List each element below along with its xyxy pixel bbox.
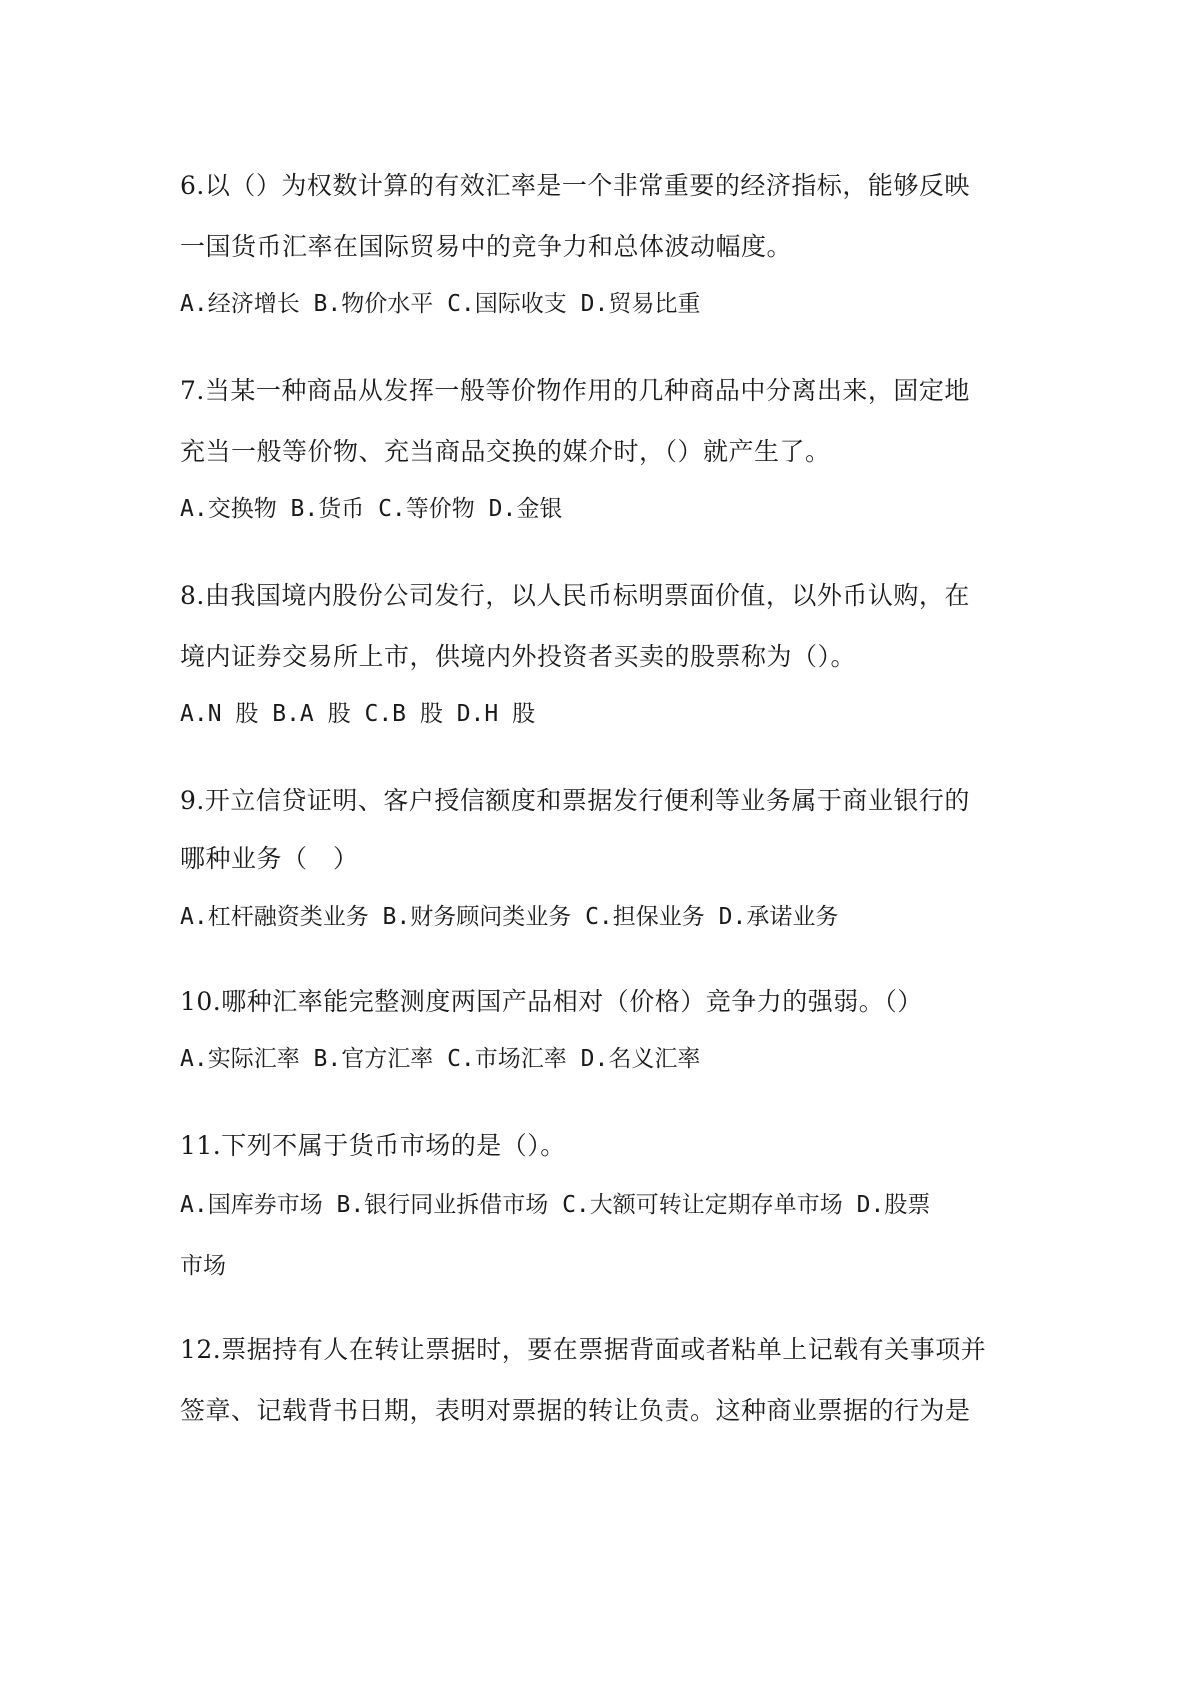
question-8-options: A.N 股 B.A 股 C.B 股 D.H 股 <box>180 701 536 727</box>
question-8-line-1: 8.由我国境内股份公司发行，以人民币标明票面价值，以外币认购，在 <box>180 581 970 610</box>
question-6-options: A.经济增长 B.物价水平 C.国际收支 D.贸易比重 <box>180 291 701 317</box>
question-6-line-2: 一国货币汇率在国际贸易中的竞争力和总体波动幅度。 <box>180 232 793 261</box>
question-11-line-1: 11.下列不属于货币市场的是（）。 <box>180 1131 566 1160</box>
question-12-line-1: 12.票据持有人在转让票据时，要在票据背面或者粘单上记载有关事项并 <box>180 1335 987 1364</box>
question-11-options-line-1: A.国库券市场 B.银行同业拆借市场 C.大额可转让定期存单市场 D.股票 <box>180 1192 931 1218</box>
question-6-line-1: 6.以（）为权数计算的有效汇率是一个非常重要的经济指标，能够反映 <box>180 171 970 200</box>
question-8-line-2: 境内证券交易所上市，供境内外投资者买卖的股票称为（）。 <box>180 642 857 671</box>
question-9-line-1: 9.开立信贷证明、客户授信额度和票据发行便利等业务属于商业银行的 <box>180 786 970 815</box>
question-12-line-2: 签章、记载背书日期，表明对票据的转让负责。这种商业票据的行为是 <box>180 1396 971 1425</box>
question-7-line-1: 7.当某一种商品从发挥一般等价物作用的几种商品中分离出来，固定地 <box>180 376 970 405</box>
question-9-options: A.杠杆融资类业务 B.财务顾问类业务 C.担保业务 D.承诺业务 <box>180 904 839 930</box>
question-7-line-2: 充当一般等价物、充当商品交换的媒介时，（）就产生了。 <box>180 437 831 466</box>
question-10-options: A.实际汇率 B.官方汇率 C.市场汇率 D.名义汇率 <box>180 1046 701 1072</box>
question-11-options-line-2: 市场 <box>180 1253 226 1279</box>
question-7-options: A.交换物 B.货币 C.等价物 D.金银 <box>180 496 563 522</box>
question-9-line-2: 哪种业务（ ） <box>180 844 359 873</box>
question-10-line-1: 10.哪种汇率能完整测度两国产品相对（价格）竞争力的强弱。（） <box>180 987 923 1016</box>
